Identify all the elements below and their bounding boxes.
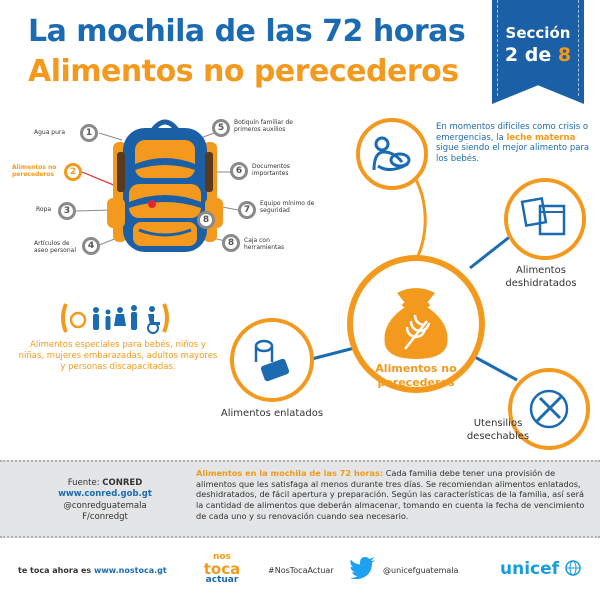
breastfeeding-note-highlight: leche materna (506, 132, 576, 143)
item-number-8-alt: 8 (197, 211, 215, 229)
unicef-logo (500, 559, 581, 579)
section-of: de (524, 44, 552, 66)
hashtag[interactable]: #NosTocaActuar (268, 566, 334, 575)
item-number-5: 5 (212, 119, 230, 137)
nostoca-logo-line2: toca (203, 559, 241, 578)
dehydrated-label: Alimentos deshidratados (505, 265, 577, 289)
can-icon (234, 322, 310, 398)
info-text (196, 468, 586, 521)
item-number-3: 3 (58, 202, 76, 220)
item-number-1: 1 (80, 124, 98, 142)
food-packets-icon (508, 182, 582, 256)
twitter-handle[interactable]: @unicefguatemala (383, 566, 459, 575)
item-number-6: 6 (230, 162, 248, 180)
canned-label: Alimentos enlatados (220, 408, 324, 419)
item-label-safety: Equipo mínimo de seguridad (260, 200, 315, 215)
nostoca-logo-line3: actuar (205, 574, 239, 585)
breastfeeding-note-part1: En momentos difíciles como crisis o emergencias, la (436, 122, 589, 143)
twitter-bird-icon (350, 557, 376, 579)
item-label-food: Alimentos no perecederos (12, 164, 57, 179)
item-number-8: 8 (222, 234, 240, 252)
info-body: Cada familia debe tener una provisión de alimentos que les satisfaga al menos durante tres días. Se recomiendan alimentos enlatados, deshidratados, de fácil apertura y preparación. Según las características de la familia, así será la cantidad de alimentos que deberán almacenar, tomando en cuenta la fecha de vencimiento de cada uno y su renovación cuando sea necesario. (196, 468, 585, 521)
breastfeeding-circle (356, 118, 428, 190)
item-number-7: 7 (238, 201, 256, 219)
item-number-4: 4 (82, 237, 100, 255)
unicef-globe-icon (565, 560, 581, 576)
canned-circle (230, 318, 314, 402)
nostoca-logo (196, 553, 248, 584)
section-total: 8 (557, 44, 572, 66)
footer-tagline-text: te toca ahora es (18, 566, 94, 575)
special-foods-text: Alimentos especiales para bebés, niños y niñas, mujeres embarazadas, adultos mayores y personas discapacitadas. (18, 340, 218, 373)
source-block (30, 478, 180, 524)
breastfeeding-note-part2: sigue siendo el mejor alimento para los bebés. (436, 143, 590, 164)
source-label: Fuente: (67, 478, 103, 488)
mother-baby-icon (360, 122, 424, 186)
item-label-water: Agua pura (34, 129, 66, 136)
item-label-firstaid: Botiquín familiar de primeros auxilios (234, 119, 293, 134)
unicef-wordmark: unicef (500, 559, 560, 579)
item-number-2: 2 (64, 163, 82, 181)
info-lead: Alimentos en la mochila de las 72 horas: (196, 468, 384, 478)
footer-tagline (18, 566, 167, 575)
center-label: Alimentos no perecederos (375, 362, 457, 389)
item-label-tools: Caja con herramientas (244, 237, 285, 252)
people-group-icon (60, 300, 170, 336)
utensils-label: Utensilios desechables (466, 418, 530, 442)
page-subtitle: Alimentos no perecederos (28, 54, 459, 89)
section-label: Sección (505, 24, 571, 42)
source-org: CONRED (102, 478, 143, 488)
nostoca-logo-line1: nos (213, 552, 231, 562)
item-label-documents: Documentos importantes (252, 163, 290, 178)
footer-website-link[interactable]: www.nostoca.gt (93, 566, 167, 575)
item-label-clothes: Ropa (36, 206, 52, 213)
section-current: 2 (504, 44, 519, 66)
source-facebook[interactable]: F/conredgt (82, 512, 128, 523)
item-label-hygiene: Artículos de aseo personal (34, 240, 76, 255)
breastfeeding-note (436, 122, 596, 165)
source-line (30, 478, 180, 489)
backpack-illustration (105, 112, 225, 262)
page-title: La mochila de las 72 horas (28, 14, 466, 49)
source-website[interactable]: www.conred.gob.gt (58, 489, 152, 500)
source-twitter[interactable]: @conredguatemala (63, 500, 147, 511)
dehydrated-circle (504, 178, 586, 260)
